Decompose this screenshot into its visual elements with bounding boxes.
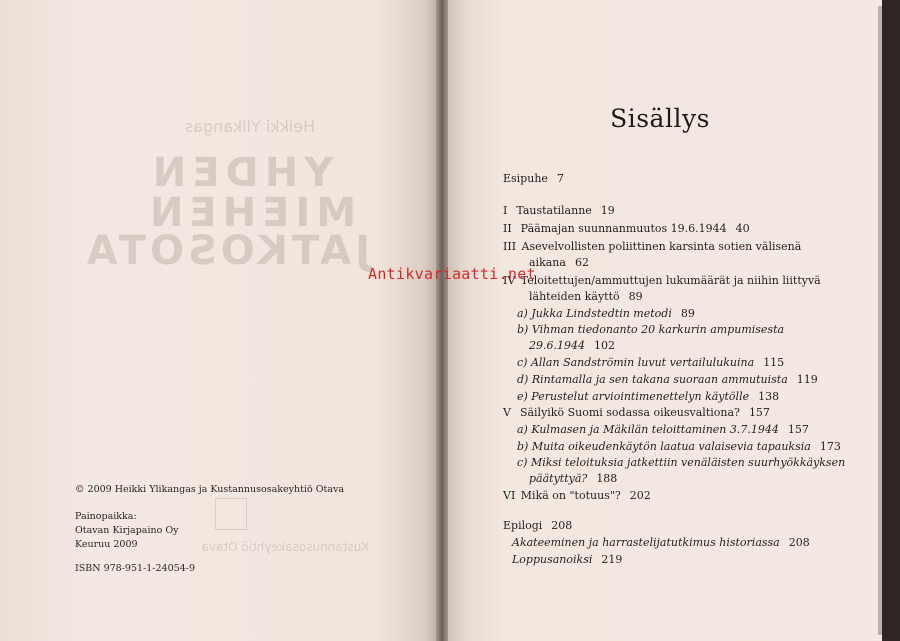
toc-entry: Epilogi 208 [503, 519, 573, 532]
ghost-title-line-3: JATKOSOTA [82, 228, 370, 274]
toc-entry: b) Muita oikeudenkäytön laatua valaisevia tapauksia 173 [517, 440, 841, 453]
toc-entry: c) Allan Sandströmin luvut vertailulukuina 115 [517, 356, 785, 369]
toc-entry: aikana 62 [529, 256, 589, 269]
toc-entry: e) Perustelut arviointimenettelyn käytölle 138 [517, 390, 780, 403]
ghost-publisher: Kustannusosakeyhtiö Otava [201, 540, 369, 554]
ghost-title-line-2: MIEHEN [143, 190, 357, 236]
toc-entry: c) Miksi teloituksia jatkettiin venäläisten suurhyökkäyksen [517, 456, 846, 469]
toc-entry: päätyttyä? 188 [529, 472, 618, 485]
toc-entry: a) Jukka Lindstedtin metodi 89 [517, 307, 695, 320]
book-gutter [436, 0, 448, 641]
watermark-text: Antikvariaatti.net [368, 265, 536, 283]
ghost-publisher-logo [215, 498, 247, 530]
ghost-title-line-1: YHDEN [146, 150, 334, 196]
toc-entry: Akateeminen ja harrastelijatutkimus historiassa 208 [512, 536, 810, 549]
toc-entry: III Asevelvollisten poliittinen karsinta sotien välisenä [503, 240, 802, 253]
toc-entry: 29.6.1944 102 [529, 339, 615, 352]
toc-entry: a) Kulmasen ja Mäkilän teloittaminen 3.7.1944 157 [517, 423, 809, 436]
printing-label: Painopaikka: [75, 511, 137, 522]
print-place-year: Keuruu 2009 [75, 539, 138, 550]
toc-entry: VI Mikä on "totuus"? 202 [503, 489, 651, 502]
isbn: ISBN 978-951-1-24054-9 [75, 563, 195, 574]
copyright-line: © 2009 Heikki Ylikangas ja Kustannusosakeyhtiö Otava [75, 484, 345, 495]
toc-entry: II Päämajan suunnanmuutos 19.6.1944 40 [503, 222, 750, 235]
toc-entry: I Taustatilanne 19 [503, 204, 615, 217]
toc-entry: IV Teloitettujen/ammuttujen lukumäärät ja niihin liittyvä [503, 274, 821, 287]
toc-entry: Esipuhe 7 [503, 172, 564, 185]
printer-name: Otavan Kirjapaino Oy [75, 525, 179, 536]
ghost-author: Heikki Ylikangas [184, 117, 316, 136]
toc-entry: Loppusanoiksi 219 [512, 553, 623, 566]
page-title: Sisällys [610, 104, 710, 133]
toc-entry: V Säilyikö Suomi sodassa oikeusvaltiona? 157 [503, 406, 770, 419]
toc-entry: b) Vihman tiedonanto 20 karkurin ampumisesta [517, 323, 785, 336]
toc-entry: d) Rintamalla ja sen takana suoraan ammutuista 119 [517, 373, 818, 386]
book-cover-edge [882, 0, 900, 641]
toc-entry: lähteiden käyttö 89 [529, 290, 643, 303]
